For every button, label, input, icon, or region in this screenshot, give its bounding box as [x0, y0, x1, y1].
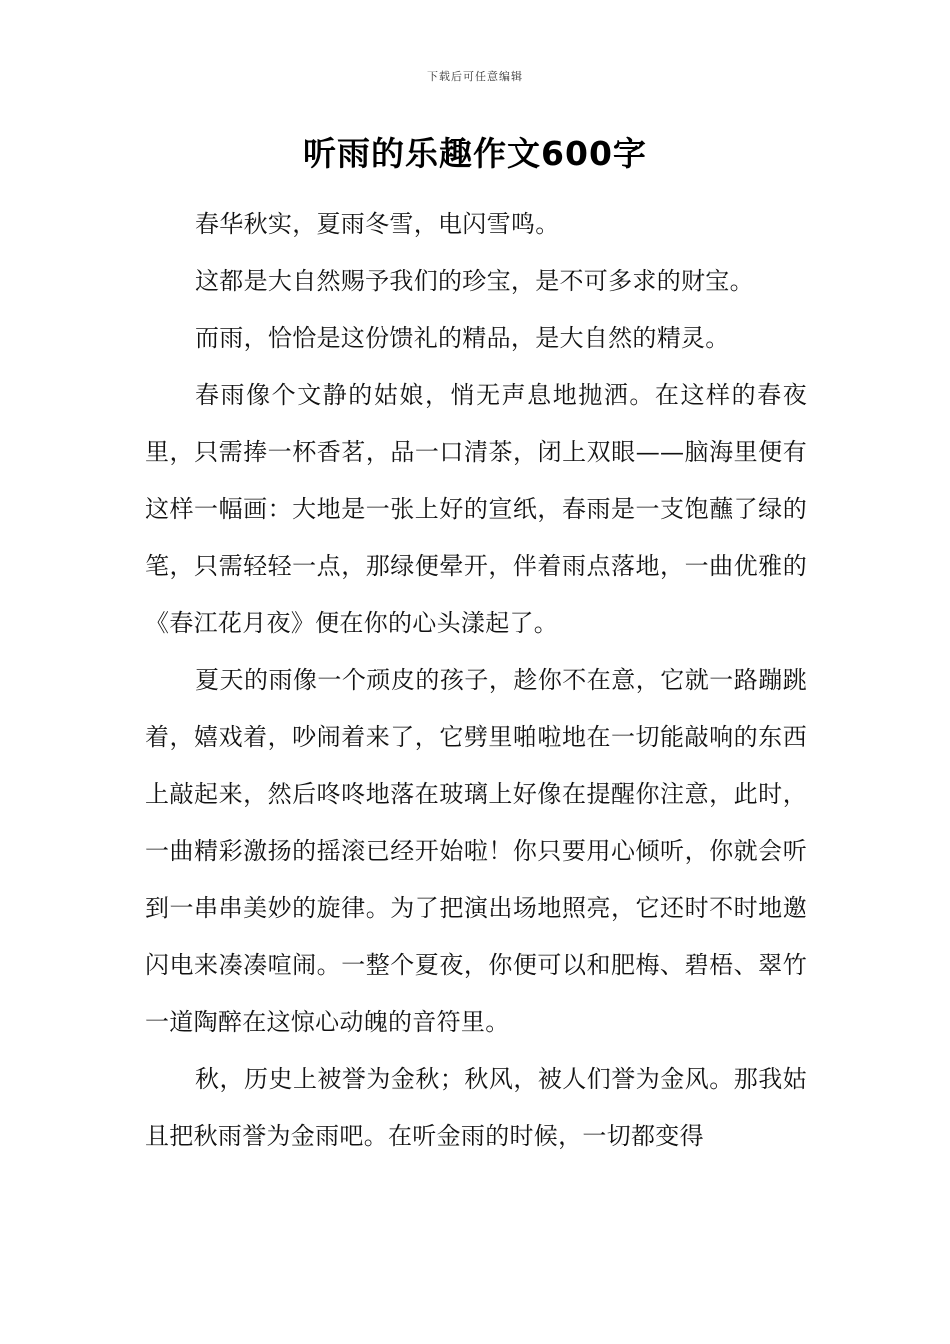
paragraph-2: 这都是大自然赐予我们的珍宝，是不可多求的财宝。 — [195, 267, 754, 295]
essay-body — [145, 196, 807, 1165]
paragraph-3: 而雨，恰恰是这份馈礼的精品，是大自然的精灵。 — [195, 324, 730, 352]
paragraph-autumn-rain: 秋，历史上被誉为金秋；秋风，被人们誉为金风。那我姑且把秋雨誉为金雨吧。在听金雨的时候，一切都变得 — [145, 1065, 807, 1150]
header-note: 下载后可任意编辑 — [427, 70, 523, 83]
page-title: 听雨的乐趣作文600字 — [303, 134, 647, 173]
paragraph-spring-rain: 春雨像个文静的姑娘，悄无声息地抛洒。在这样的春夜里，只需捧一杯香茗，品一口清茶，闭上双眼——脑海里便有这样一幅画：大地是一张上好的宣纸，春雨是一支饱蘸了绿的笔，只需轻轻一点，那绿便晕开，伴着雨点落地，一曲优雅的《春江花月夜》便在你的心头漾起了。 — [145, 381, 807, 637]
paragraph-summer-rain: 夏天的雨像一个顽皮的孩子，趁你不在意，它就一路蹦跳着，嬉戏着，吵闹着来了，它劈里啪啦地在一切能敲响的东西上敲起来，然后咚咚地落在玻璃上好像在提醒你注意，此时，一曲精彩激扬的摇滚已经开始啦！你只要用心倾听，你就会听到一串串美妙的旋律。为了把演出场地照亮，它还时不时地邀闪电来凑凑喧闹。一整个夏夜，你便可以和肥梅、碧梧、翠竹一道陶醉在这惊心动魄的音符里。 — [145, 666, 807, 1036]
paragraph-1: 春华秋实，夏雨冬雪，电闪雪鸣。 — [195, 210, 560, 238]
